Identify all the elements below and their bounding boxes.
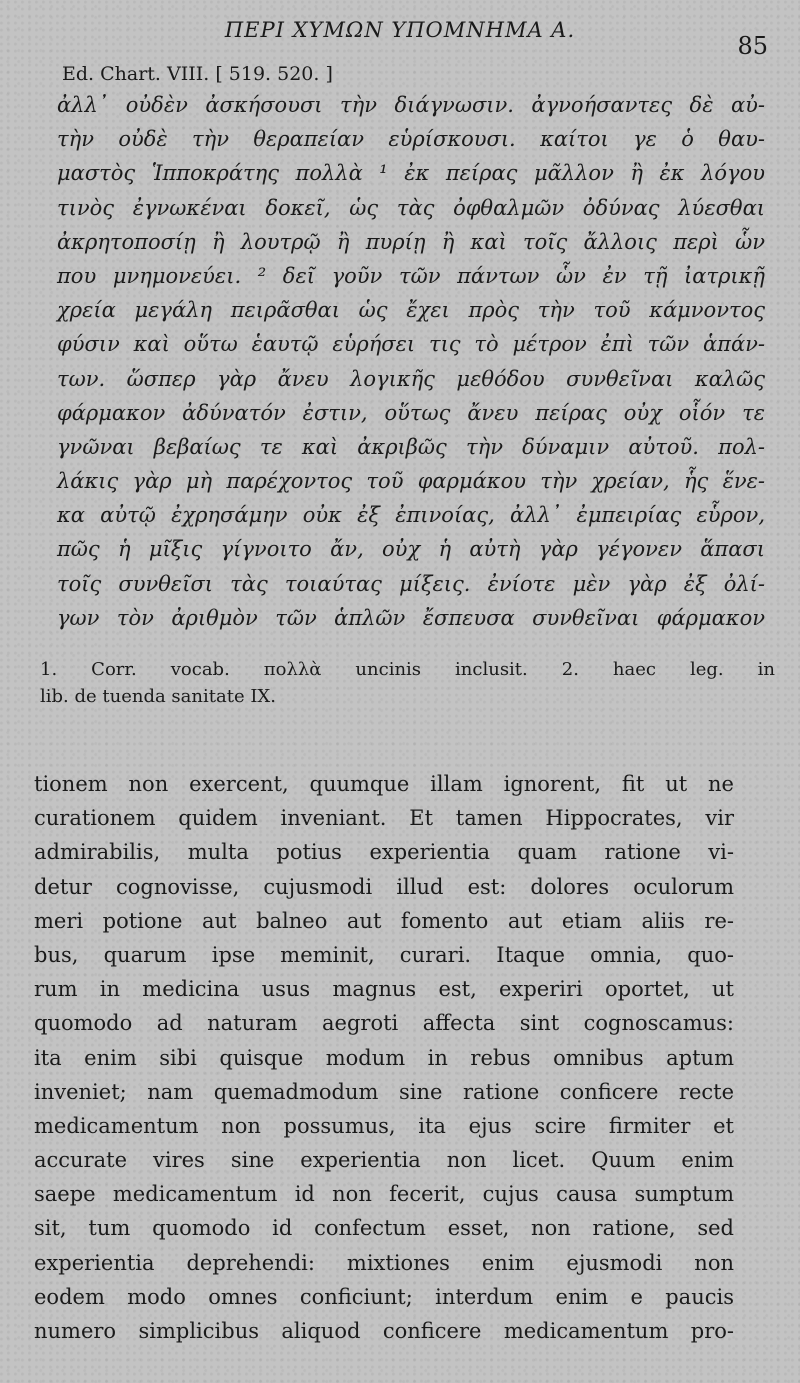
latin-line: quomodo ad naturam aegroti affecta sint cognoscamus: [34,1011,734,1036]
latin-line: bus, quarum ipse meminit, curari. Itaque omnia, quo- [34,942,734,967]
latin-line: sit, tum quomodo id confectum esset, non ratione, sed [34,1216,734,1241]
greek-line: φάρμακον ἀδύνατόν ἐστιν, οὕτως ἄνευ πείρας οὐχ οἷόν τε [57,400,765,425]
latin-line: inveniet; nam quemadmodum sine ratione conficere recte [34,1079,734,1104]
footnote-line: 1. Corr. vocab. πολλὰ uncinis inclusit. 2. haec leg. in [40,659,775,680]
latin-line: eodem modo omnes conficiunt; interdum enim e paucis [34,1284,734,1309]
latin-line: accurate vires sine experientia non licet. Quum enim [34,1148,734,1173]
greek-line: ἀλλ᾽ οὐδὲν ἀσκήσουσι τὴν διάγνωσιν. ἀγνοήσαντες δὲ αὐ- [57,93,765,117]
latin-line: ita enim sibi quisque modum in rebus omnibus aptum [34,1045,734,1070]
page-number: 85 [737,32,768,60]
latin-line: tionem non exercent, quumque illam ignorent, fit ut ne [34,772,734,796]
latin-line: meri potione aut balneo aut fomento aut etiam aliis re- [34,908,734,933]
greek-line: κα αὐτῷ ἐχρησάμην οὐκ ἐξ ἐπινοίας, ἀλλ᾽ ἐμπειρίας εὗρον, [57,503,765,528]
latin-line: saepe medicamentum id non fecerit, cujus causa sumptum [34,1182,734,1207]
latin-line: experientia deprehendi: mixtiones enim ejusmodi non [34,1250,734,1275]
latin-line: admirabilis, multa potius experientia quam ratione vi- [34,840,734,865]
edition-reference: Ed. Chart. VIII. [ 519. 520. ] [62,63,333,85]
greek-text-block [57,88,765,635]
greek-line: χρεία μεγάλη πειρᾶσθαι ὡς ἔχει πρὸς τὴν τοῦ κάμνοντος [57,298,765,323]
footnote-line: lib. de tuenda sanitate IX. [40,686,276,707]
latin-line: detur cognovisse, cujusmodi illud est: dolores oculorum [34,874,734,899]
greek-line: τοῖς συνθεῖσι τὰς τοιαύτας μίξεις. ἐνίοτε μὲν γὰρ ἐξ ὀλί- [57,571,765,596]
latin-line: curationem quidem inveniant. Et tamen Hippocrates, vir [34,806,734,831]
greek-line: πῶς ἡ μῖξις γίγνοιτο ἄν, οὐχ ἡ αὐτὴ γὰρ γέγονεν ἅπασι [57,537,765,562]
greek-line: φύσιν καὶ οὕτω ἑαυτῷ εὑρήσει τις τὸ μέτρον ἐπὶ τῶν ἁπάν- [57,332,765,357]
running-head: ΠΕΡΙ ΧΥΜΩΝ ΥΠΟΜΝΗΜΑ Α. [224,18,576,42]
greek-line: τὴν οὐδὲ τὴν θεραπείαν εὑρίσκουσι. καίτοι γε ὁ θαυ- [57,127,765,152]
greek-line: που μνημονεύει. ² δεῖ γοῦν τῶν πάντων ὧν ἐν τῇ ἰατρικῇ [57,263,765,288]
latin-text-block [34,767,734,1348]
greek-line: των. ὥσπερ γὰρ ἄνευ λογικῆς μεθόδου συνθεῖναι καλῶς [57,366,765,391]
latin-line: rum in medicina usus magnus est, experiri oportet, ut [34,977,734,1002]
greek-line: λάκις γὰρ μὴ παρέχοντος τοῦ φαρμάκου τὴν χρείαν, ἧς ἕνε- [57,469,765,494]
greek-line: γνῶναι βεβαίως τε καὶ ἀκριβῶς τὴν δύναμιν αὐτοῦ. πολ- [57,434,765,459]
greek-line: τινὸς ἐγνωκέναι δοκεῖ, ὡς τὰς ὀφθαλμῶν ὀδύνας λύεσθαι [57,195,765,220]
greek-line: μαστὸς Ἱπποκράτης πολλὰ ¹ ἐκ πείρας μᾶλλον ἢ ἐκ λόγου [57,161,765,186]
latin-line: medicamentum non possumus, ita ejus scire firmiter et [34,1113,734,1138]
greek-line: ἀκρητοποσίῃ ἢ λουτρῷ ἢ πυρίῃ ἢ καὶ τοῖς ἄλλοις περὶ ὧν [57,229,765,254]
greek-line: γων τὸν ἀριθμὸν τῶν ἁπλῶν ἔσπευσα συνθεῖναι φάρμακον [57,605,765,630]
latin-line: numero simplicibus aliquod conficere medicamentum pro- [34,1319,734,1343]
footnotes [40,656,775,710]
